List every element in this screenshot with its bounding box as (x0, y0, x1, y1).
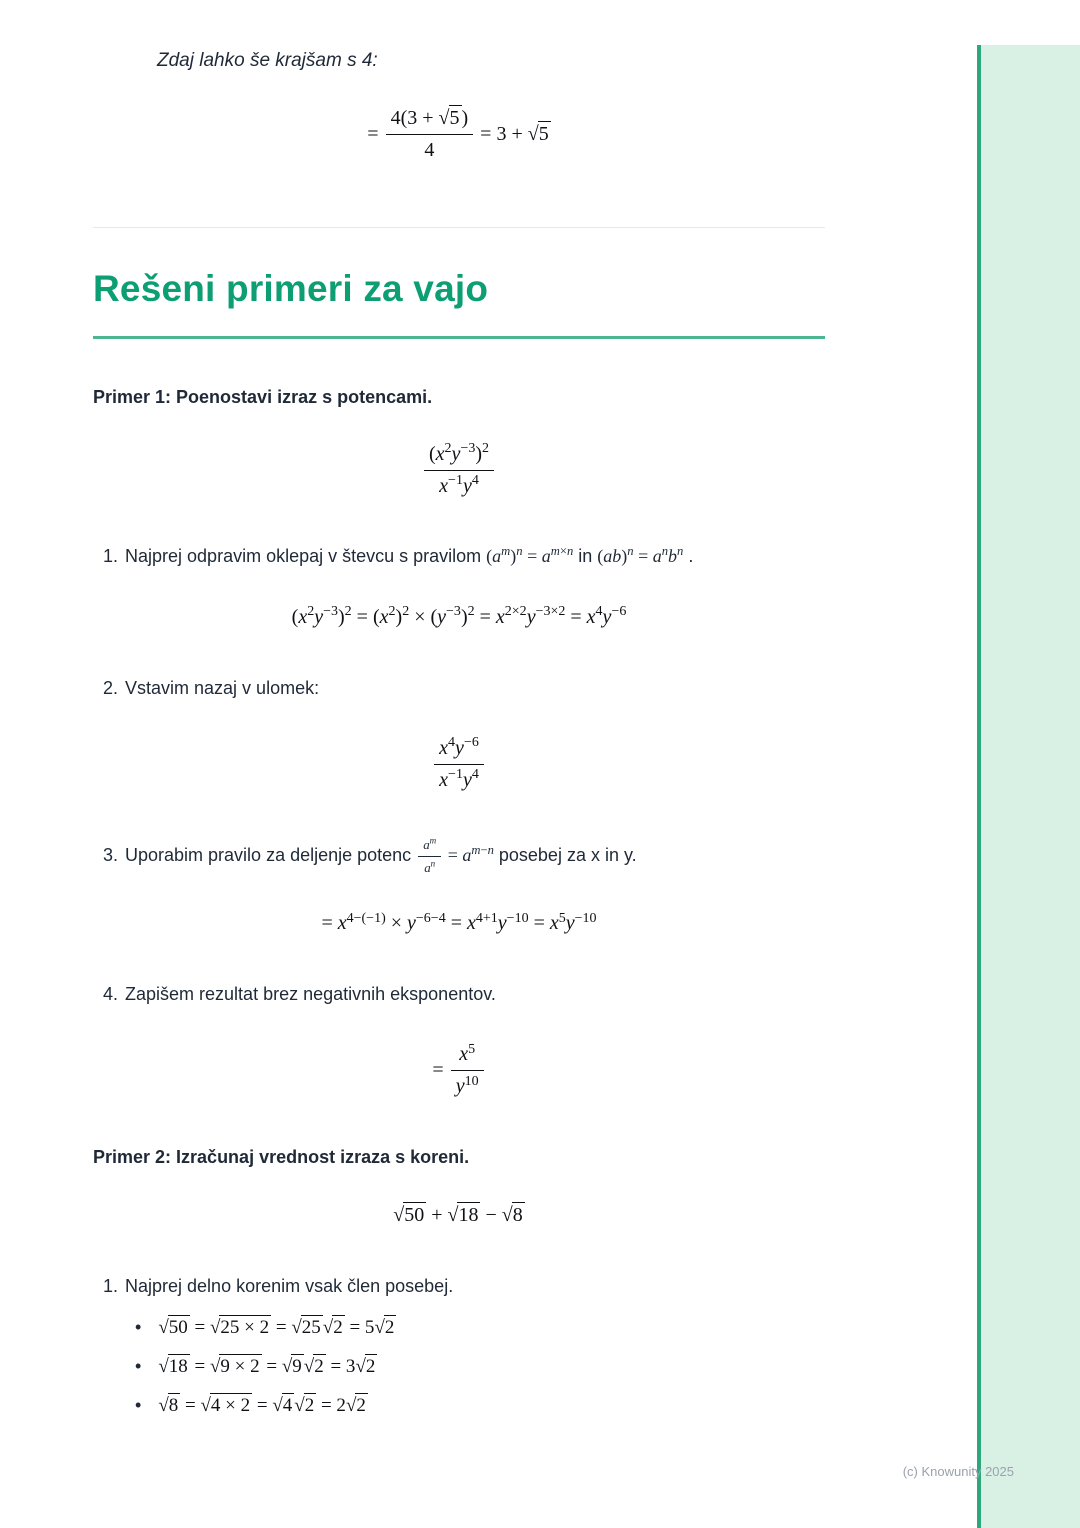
step-text: Zapišem rezultat brez negativnih eksponentov. (125, 984, 496, 1005)
step-number: 4. (103, 984, 119, 1005)
step-text: Uporabim pravilo za deljenje potenc $\frac{a^m}{a^n}$ = $a^{m-n}$ posebej za x in y. (125, 835, 637, 876)
step-text: Vstavim nazaj v ulomek: (125, 678, 320, 698)
intro-note: Zdaj lahko še krajšam s 4: (157, 50, 378, 71)
bullet-formula-sqrt8: √8 = √4 × 2 = √4 √2 = 2√2 (158, 1395, 366, 1417)
primer1-step-4 (93, 981, 825, 1008)
primer1-step-1 (93, 543, 825, 570)
primer2-bullet-list (93, 1317, 825, 1417)
step-number: 1. (103, 1276, 119, 1297)
primer1-step3-formula: = $x^{4-(-1)} \times y^{-6-4} = x^{4+1}y^{-10} = x^5y^{-10}$ (321, 910, 597, 935)
list-item (135, 1317, 825, 1339)
step-number: 3. (103, 845, 119, 866)
primer2-expression: √50 + √18 − √8 (393, 1204, 523, 1227)
step-text: Najprej delno korenim vsak člen posebej. (125, 1276, 454, 1297)
primer1-step1-formula: $(x^2y^{-3})^2 = (x^2)^2 \times (y^{-3})^2 = x^{2\times 2}y^{-3\times 2} = x^4y^{-6}$ (291, 604, 627, 628)
copyright-notice: (c) Knowunity 2025 (902, 1464, 1014, 1479)
primer2-title: Primer 2: Izračunaj vrednost izraza s koreni. (93, 1147, 470, 1168)
bullet-icon: • (135, 1356, 142, 1377)
primer2-step-1 (93, 1273, 825, 1300)
bullet-icon: • (135, 1395, 142, 1416)
section-divider (93, 227, 825, 228)
list-item (135, 1395, 825, 1417)
content-area (93, 0, 825, 1417)
bullet-icon: • (135, 1317, 142, 1338)
section-heading: Rešeni primeri za vajo (93, 268, 489, 309)
step-text: Najprej odpravim oklepaj v števcu s pravilom $(a^m)^n = a^{m\times n}$ in $(ab)^n = a^nb^n$ . (125, 544, 694, 566)
primer1-step2-formula: $\frac{x^4y^{-6}}{x^{-1}y^4}$ (93, 736, 825, 793)
primer1-step-3 (93, 837, 825, 876)
primer1-expression: $\frac{(x^2y^{-3})^2}{x^{-1}y^4}$ (93, 442, 825, 499)
formula-shorten-by-4: = $\frac{4(3 + √5 )}{4}$ = 3 + √5 (367, 107, 549, 161)
page-edge-decoration (977, 45, 1080, 1528)
primer1-title: Primer 1: Poenostavi izraz s potencami. (93, 387, 433, 407)
list-item (135, 1356, 825, 1378)
bullet-formula-sqrt18: √18 = √9 × 2 = √9 √2 = 3√2 (158, 1356, 376, 1378)
step-number: 2. (103, 678, 119, 698)
heading-underline (93, 336, 825, 339)
primer1-step-2 (93, 675, 825, 702)
primer1-step4-formula: = $\frac{x^5}{y^{10}}$ (93, 1042, 825, 1099)
step-number: 1. (103, 546, 119, 566)
bullet-formula-sqrt50: √50 = √25 × 2 = √25 √2 = 5√2 (158, 1317, 395, 1339)
